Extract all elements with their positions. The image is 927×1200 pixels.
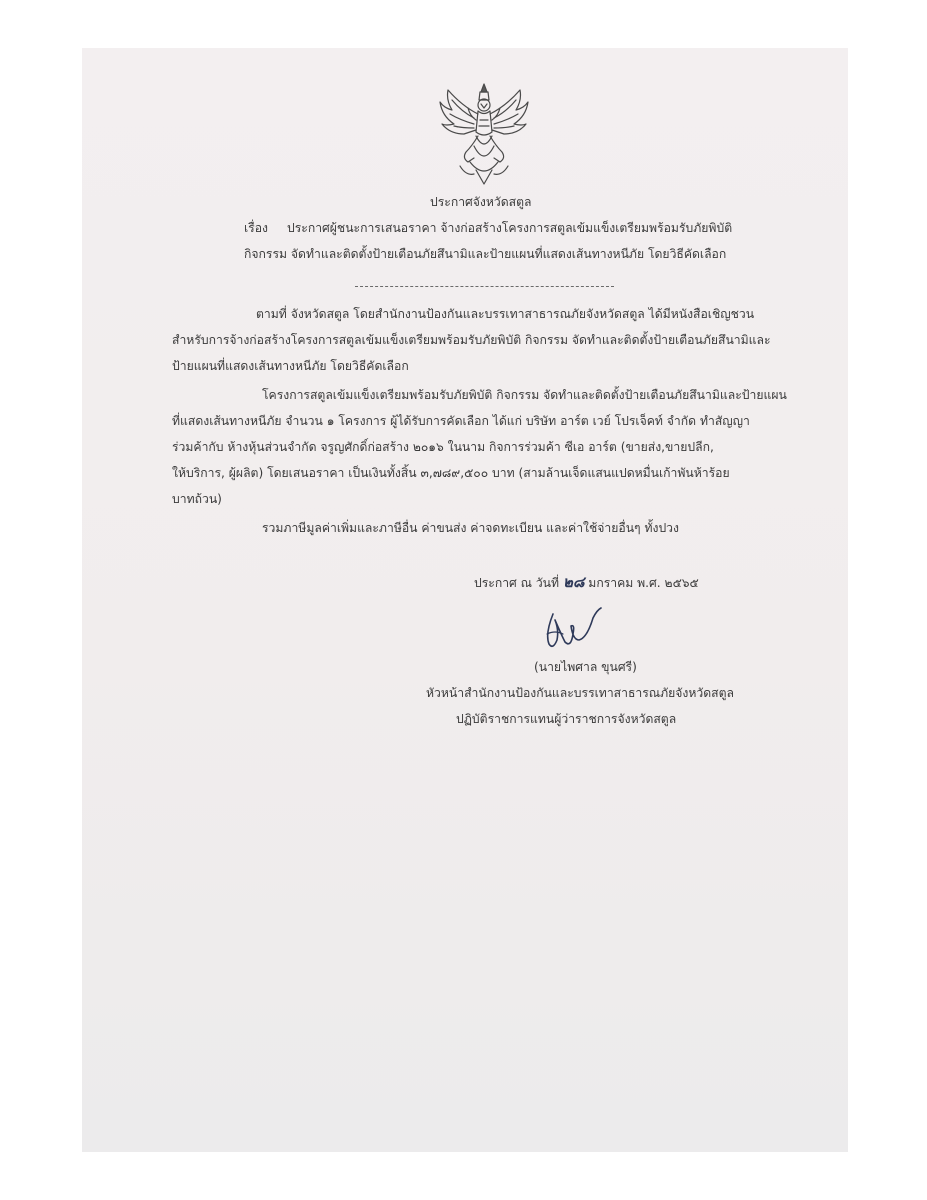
signatory-name: (นายไพศาล ขุนศรี) (534, 660, 637, 674)
document-page (82, 48, 848, 1152)
signature-mark (537, 604, 607, 656)
paragraph-2-line-2: ที่แสดงเส้นทางหนีภัย จำนวน ๑ โครงการ ผู้ได้รับการคัดเลือก ได้แก่ บริษัท อาร์ต เวย์ โปรเจ็คท์ จำกัด ทำสัญญา (172, 414, 750, 428)
subject-label: เรื่อง (244, 221, 268, 235)
paragraph-2-line-5: บาทถ้วน) (172, 492, 222, 506)
date-prefix: ประกาศ ณ วันที่ (474, 576, 560, 590)
announce-date (474, 575, 699, 590)
paragraph-2-line-3: ร่วมค้ากับ ห้างหุ้นส่วนจำกัด จรูญศักดิ์ก่อสร้าง ๒๐๑๖ ในนาม กิจการร่วมค้า ซีเอ อาร์ต (ขายส่ง,ขายปลีก, (172, 440, 714, 454)
paragraph-3-line-1: รวมภาษีมูลค่าเพิ่มและภาษีอื่น ค่าขนส่ง ค่าจดทะเบียน และค่าใช้จ่ายอื่นๆ ทั้งปวง (262, 521, 679, 535)
paragraph-1-line-2: สำหรับการจ้างก่อสร้างโครงการสตูลเข้มแข็งเตรียมพร้อมรับภัยพิบัติ กิจกรรม จัดทำและติดตั้งป้ายเตือนภัยสึนามิและ (172, 333, 771, 347)
signatory-position-2: ปฏิบัติราชการแทนผู้ว่าราชการจังหวัดสตูล (456, 712, 677, 726)
date-day-handwritten: ๒๘ (562, 573, 585, 591)
subject-line-1: ประกาศผู้ชนะการเสนอราคา จ้างก่อสร้างโครงการสตูลเข้มแข็งเตรียมพร้อมรับภัยพิบัติ (287, 221, 733, 235)
paragraph-1-line-1: ตามที่ จังหวัดสตูล โดยสำนักงานป้องกันและบรรเทาสาธารณภัยจังหวัดสตูล ได้มีหนังสือเชิญชวน (256, 307, 755, 321)
garuda-emblem (434, 80, 534, 190)
paragraph-2-line-1: โครงการสตูลเข้มแข็งเตรียมพร้อมรับภัยพิบัติ กิจกรรม จัดทำและติดตั้งป้ายเตือนภัยสึนามิและป้ายแผน (262, 388, 787, 402)
paragraph-1-line-3: ป้ายแผนที่แสดงเส้นทางหนีภัย โดยวิธีคัดเลือก (172, 359, 409, 373)
announcement-title: ประกาศจังหวัดสตูล (430, 195, 532, 209)
subject-line-2: กิจกรรม จัดทำและติดตั้งป้ายเตือนภัยสึนามิและป้ายแผนที่แสดงเส้นทางหนีภัย โดยวิธีคัดเลือก (244, 247, 727, 261)
signatory-position-1: หัวหน้าสำนักงานป้องกันและบรรเทาสาธารณภัยจังหวัดสตูล (426, 686, 734, 700)
paragraph-2-line-4: ให้บริการ, ผู้ผลิต) โดยเสนอราคา เป็นเงินทั้งสิ้น ๓,๗๘๙,๕๐๐ บาท (สามล้านเจ็ดแสนแปดหมื่นเก้าพันห้าร้อย (172, 466, 730, 480)
header-divider (355, 286, 614, 287)
date-rest: มกราคม พ.ศ. ๒๕๖๕ (588, 576, 699, 590)
